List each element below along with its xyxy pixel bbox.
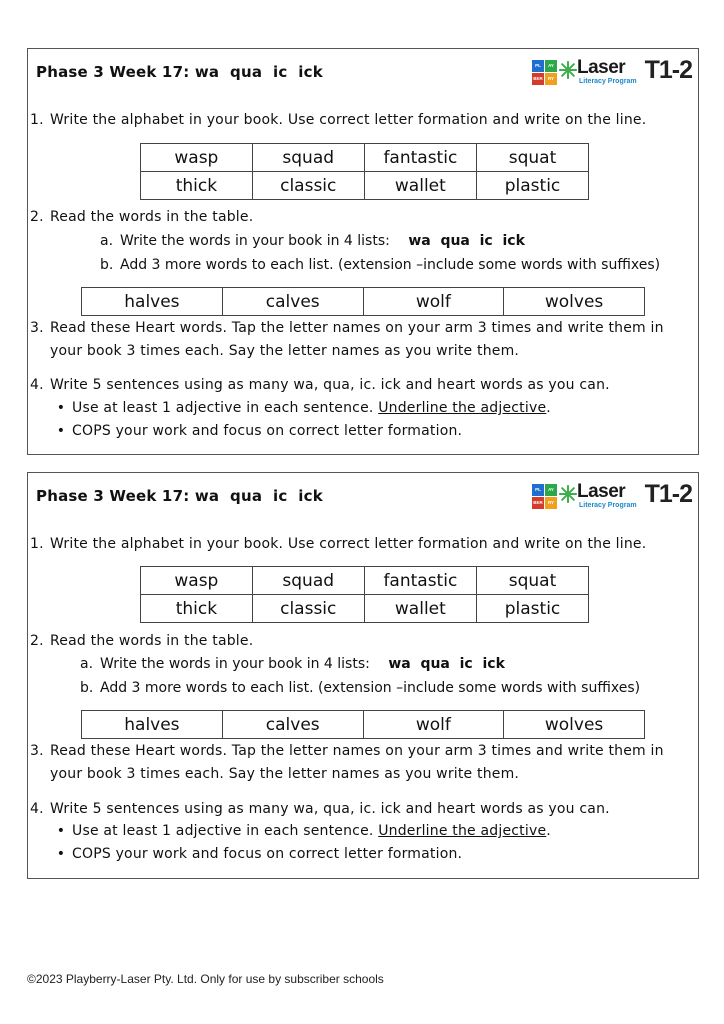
step-4: 4. Write 5 sentences using as many wa, qua, ic. ick and heart words as you can. <box>30 801 610 817</box>
card-title: Phase 3 Week 17: wa qua ic ick <box>36 487 323 505</box>
step-2b: b. Add 3 more words to each list. (extension –include some words with suffixes) <box>80 680 641 696</box>
table-cell: wasp <box>141 144 253 172</box>
table-row <box>82 288 645 316</box>
table-cell: classic <box>252 595 364 623</box>
playberry-tiles-icon: PL AY BER RY <box>532 484 558 510</box>
bullet-cops: • COPS your work and focus on correct letter formation. <box>56 846 463 862</box>
step-2b: b. Add 3 more words to each list. (extension –include some words with suffixes) <box>100 257 661 273</box>
table-cell: calves <box>222 288 363 316</box>
step-1: 1. Write the alphabet in your book. Use correct letter formation and write on the line. <box>30 536 647 552</box>
bullet-adjective: • Use at least 1 adjective in each sentence. Underline the adjective. <box>56 400 551 416</box>
table-cell: wolf <box>363 288 504 316</box>
table-cell: thick <box>141 172 253 200</box>
logo-level: T1-2 <box>644 56 692 84</box>
table-cell: wallet <box>364 595 476 623</box>
step-3: 3. Read these Heart words. Tap the letter names on your arm 3 times and write them in <box>30 743 664 759</box>
step-2: 2. Read the words in the table. <box>30 209 254 225</box>
table-cell: squat <box>477 567 589 595</box>
table-row <box>141 567 589 595</box>
step-2: 2. Read the words in the table. <box>30 633 254 649</box>
table-cell: squad <box>252 567 364 595</box>
logo-tagline: Literacy Program <box>579 502 637 509</box>
table-cell: fantastic <box>364 144 476 172</box>
step-3-line-2: your book 3 times each. Say the letter names as you write them. <box>50 343 520 359</box>
worksheet-card-1 <box>27 48 699 455</box>
table-row <box>82 711 645 739</box>
table-cell: squat <box>477 144 589 172</box>
copyright-footer: ©2023 Playberry-Laser Pty. Ltd. Only for use by subscriber schools <box>27 972 384 986</box>
target-sounds: wa qua ic ick <box>408 233 525 249</box>
table-row <box>141 595 589 623</box>
table-cell: fantastic <box>364 567 476 595</box>
logo-level: T1-2 <box>644 480 692 508</box>
table-cell: calves <box>222 711 363 739</box>
worksheet-card-2 <box>27 472 699 879</box>
step-2a: a. Write the words in your book in 4 lists: wa qua ic ick <box>100 233 525 249</box>
bullet-adjective: • Use at least 1 adjective in each sentence. Underline the adjective. <box>56 823 551 839</box>
step-3: 3. Read these Heart words. Tap the letter names on your arm 3 times and write them in <box>30 320 664 336</box>
table-cell: wolf <box>363 711 504 739</box>
bullet-cops: • COPS your work and focus on correct letter formation. <box>56 423 463 439</box>
word-table <box>140 143 589 200</box>
logo-brand: Laser <box>577 57 626 78</box>
laser-burst-icon <box>559 61 577 79</box>
playberry-tiles-icon: PL AY BER RY <box>532 60 558 86</box>
table-cell: classic <box>252 172 364 200</box>
logo-tagline: Literacy Program <box>579 78 637 85</box>
step-4: 4. Write 5 sentences using as many wa, qua, ic. ick and heart words as you can. <box>30 377 610 393</box>
heart-words-table <box>81 287 645 316</box>
step-3-line-2: your book 3 times each. Say the letter names as you write them. <box>50 766 520 782</box>
table-cell: plastic <box>477 172 589 200</box>
table-cell: wasp <box>141 567 253 595</box>
table-cell: thick <box>141 595 253 623</box>
table-cell: plastic <box>477 595 589 623</box>
table-row <box>141 144 589 172</box>
table-cell: halves <box>82 288 223 316</box>
logo-brand: Laser <box>577 481 626 502</box>
card-title: Phase 3 Week 17: wa qua ic ick <box>36 63 323 81</box>
table-cell: wolves <box>504 288 645 316</box>
table-row <box>141 172 589 200</box>
table-cell: wolves <box>504 711 645 739</box>
table-cell: squad <box>252 144 364 172</box>
laser-logo <box>532 57 692 91</box>
laser-burst-icon <box>559 485 577 503</box>
laser-logo <box>532 481 692 515</box>
heart-words-table <box>81 710 645 739</box>
target-sounds: wa qua ic ick <box>388 656 505 672</box>
step-1: 1. Write the alphabet in your book. Use correct letter formation and write on the line. <box>30 112 647 128</box>
table-cell: halves <box>82 711 223 739</box>
step-2a: a. Write the words in your book in 4 lists: wa qua ic ick <box>80 656 505 672</box>
word-table <box>140 566 589 623</box>
table-cell: wallet <box>364 172 476 200</box>
